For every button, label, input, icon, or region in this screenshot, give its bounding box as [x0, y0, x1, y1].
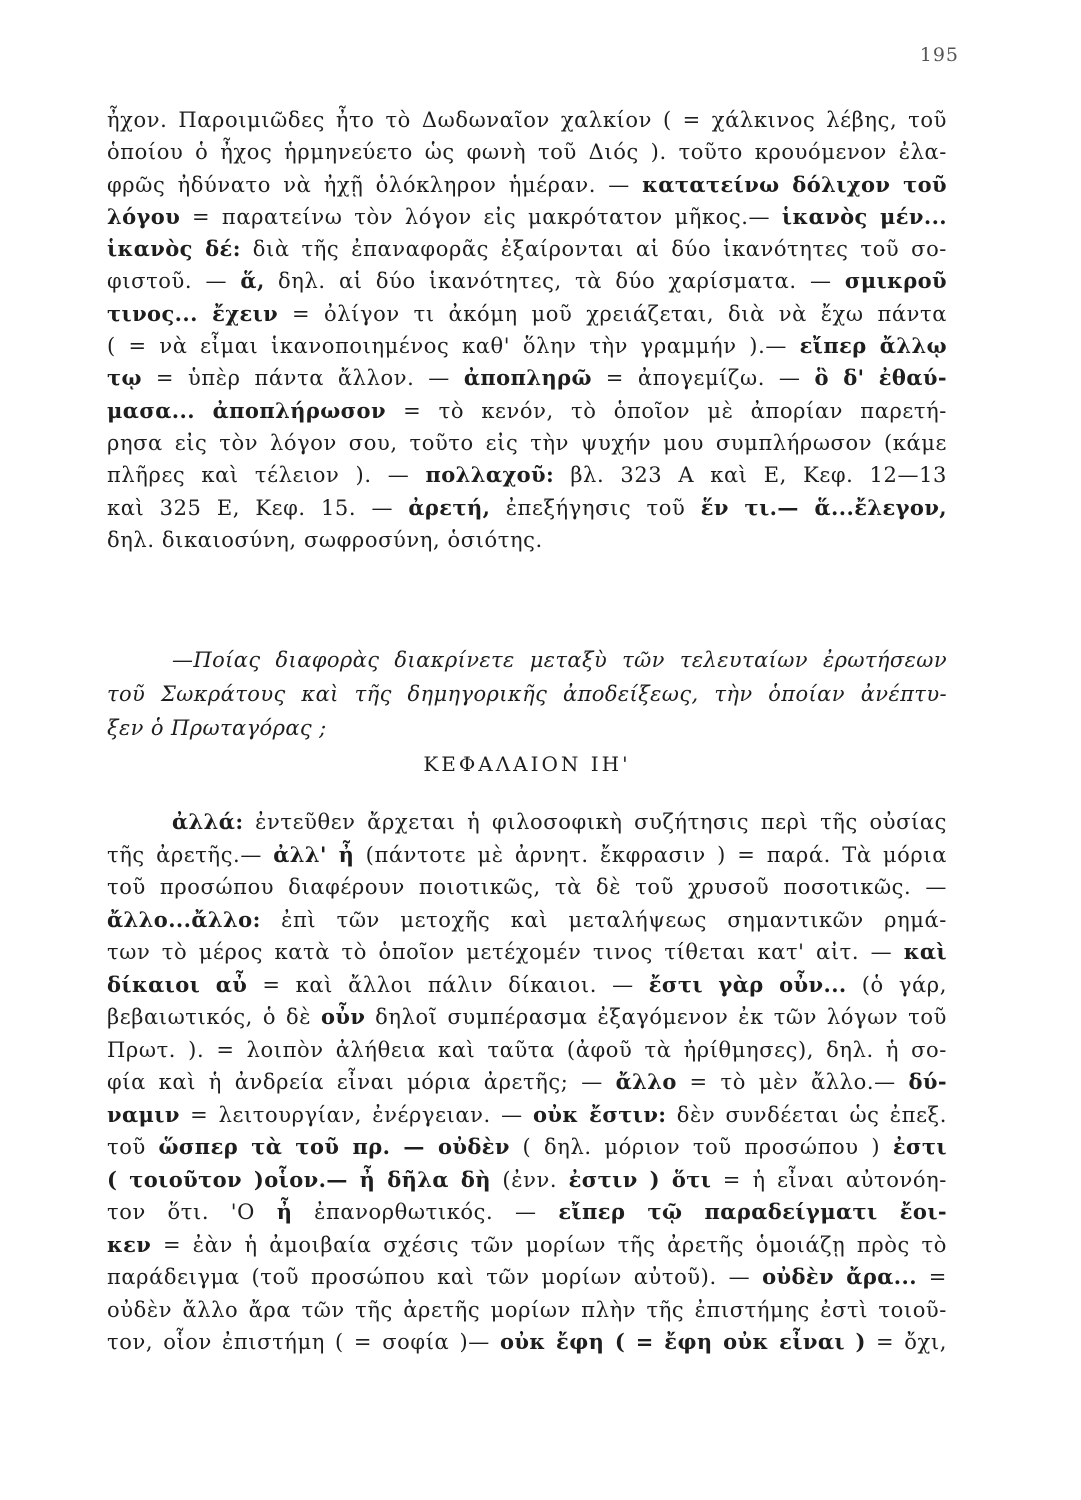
gloss-text: Πρωτ. ). = λοιπὸν ἀλήθεια καὶ ταῦτα (ἀφοῦ τὰ ἠρίθμησες), δηλ. ἡ σο-	[107, 1037, 947, 1062]
text-line	[107, 871, 947, 904]
gloss-text: δηλ. αἱ δύο ἱκανότητες, τὰ δύο χαρίσματα. —	[264, 269, 845, 294]
text-line	[107, 1294, 947, 1327]
lemma-bold: πολλαχοῦ:	[425, 462, 555, 488]
lemma-bold: οὐδὲν ἄρα...	[762, 1264, 917, 1289]
lemma-bold: τινος... ἔχειν	[107, 300, 279, 326]
text-line	[107, 1131, 947, 1164]
gloss-text: βεβαιωτικός, ὁ δὲ	[107, 1005, 321, 1029]
gloss-text: ( δηλ. μόριον τοῦ προσώπου )	[509, 1135, 893, 1159]
lemma-bold: κεν	[107, 1231, 152, 1257]
lemma-bold: ἀρετή,	[408, 494, 491, 520]
text-line	[107, 1066, 947, 1099]
lemma-bold: ἀποπληρῶ	[463, 365, 592, 391]
commentary-paragraph-1	[107, 104, 947, 556]
gloss-text: = παρατείνω τὸν λόγον εἰς μακρότατον μῆκος.—	[180, 204, 782, 229]
lemma-bold: ναμιν	[107, 1101, 180, 1127]
text-line	[107, 330, 947, 362]
text-line	[107, 459, 947, 491]
text-line	[107, 1034, 947, 1067]
lemma-bold: ὥσπερ τὰ τοῦ πρ. — οὐδὲν	[158, 1134, 510, 1159]
gloss-text: = ὄχι,	[865, 1330, 947, 1354]
text-line	[107, 1099, 947, 1132]
lemma-bold: εἴπερ ἄλλῳ	[799, 333, 947, 359]
text-line	[107, 201, 947, 233]
lemma-bold: ( τοιοῦτον )οἷον.— ἦ δῆλα δὴ	[107, 1166, 491, 1192]
lemma-bold: ἦ	[276, 1199, 293, 1224]
question-line: τοῦ Σωκράτους καὶ τῆς δημηγορικῆς ἀποδείξεως, τὴν ὁποίαν ἀνέπτυ-	[107, 682, 947, 706]
gloss-text: τοῦ προσώπου διαφέρουν ποιοτικῶς, τὰ δὲ τοῦ χρυσοῦ ποσοτικῶς. —	[107, 875, 947, 899]
gloss-text: φία καὶ ἡ ἀνδρεία εἶναι μόρια ἀρετῆς; —	[107, 1070, 616, 1094]
text-line	[107, 362, 947, 394]
lemma-bold: ἐστι	[892, 1134, 947, 1159]
lemma-bold: ἄλλο	[615, 1069, 677, 1094]
gloss-text: = ὑπὲρ πάντα ἄλλον. —	[141, 366, 464, 391]
gloss-text: οὐδὲν ἄλλο ἄρα τῶν τῆς ἀρετῆς μορίων πλὴν τῆς ἐπιστήμης ἐστὶ τοιοῦ-	[107, 1297, 947, 1322]
lemma-bold: ἱκανὸς δέ:	[107, 236, 241, 262]
gloss-text: δηλ. δικαιοσύνη, σωφροσύνη, ὁσιότης.	[107, 527, 543, 552]
gloss-text: τον, οἷον ἐπιστήμη ( = σοφία )—	[107, 1330, 500, 1354]
text-line	[107, 395, 947, 427]
gloss-text: (ἐνν.	[490, 1167, 569, 1192]
gloss-text: = τὸ μὲν ἄλλο.—	[676, 1070, 909, 1094]
text-line	[107, 298, 947, 330]
gloss-text: = καὶ ἄλλοι πάλιν δίκαιοι. —	[247, 972, 649, 997]
text-line	[107, 265, 947, 297]
gloss-text: ἐντεῦθεν ἄρχεται ἡ φιλοσοφικὴ συζήτησις περὶ τῆς οὐσίας	[243, 810, 947, 834]
text-line	[107, 839, 947, 872]
gloss-text: (ὁ γάρ,	[846, 972, 947, 997]
text-line	[107, 1261, 947, 1294]
text-line	[107, 1229, 947, 1262]
page-number: 195	[919, 44, 959, 66]
lemma-bold: μασα... ἀποπλήρωσον	[107, 397, 386, 423]
text-line	[107, 1001, 947, 1034]
question-line: ξεν ὁ Πρωταγόρας ;	[107, 716, 327, 740]
lemma-bold: ἀλλ' ἦ	[273, 841, 355, 867]
lemma-bold: ἄλλο...ἄλλο:	[107, 906, 261, 932]
text-line	[107, 1196, 947, 1229]
gloss-text: παράδειγμα (τοῦ προσώπου καὶ τῶν μορίων αὐτοῦ). —	[107, 1265, 763, 1289]
lemma-bold: εἴπερ τῷ παραδείγματι ἔοι-	[558, 1199, 947, 1224]
text-line	[107, 1326, 947, 1359]
question-line: —Ποίας διαφορὰς διακρίνετε μεταξὺ τῶν τελευταίων ἐρωτήσεων	[172, 648, 947, 672]
gloss-text: διὰ τῆς ἐπαναφορᾶς ἐξαίρονται αἱ δύο ἱκανότητες τοῦ σο-	[240, 237, 947, 262]
lemma-bold: κατατείνω δόλιχον τοῦ	[642, 171, 947, 197]
text-line	[107, 136, 947, 168]
text-line	[107, 104, 947, 136]
text-line	[107, 233, 947, 265]
lemma-bold: δίκαιοι αὖ	[107, 971, 248, 997]
text-line	[107, 936, 947, 969]
gloss-text: βλ. 323 Α καὶ Ε, Κεφ. 12—13	[554, 463, 947, 488]
text-line	[107, 1164, 947, 1197]
lemma-bold: ἱκανὸς μέν...	[781, 203, 947, 229]
gloss-text: = τὸ κενόν, τὸ ὁποῖον μὲ ἀπορίαν παρετή-	[385, 398, 947, 423]
text-line	[107, 806, 947, 839]
lemma-bold: σμικροῦ	[844, 268, 947, 294]
gloss-text: =	[916, 1265, 947, 1289]
study-question	[107, 643, 947, 745]
gloss-text: = ἐὰν ἡ ἀμοιβαία σχέσις τῶν μορίων τῆς ἀρετῆς ὁμοιάζῃ πρὸς τὸ	[151, 1232, 947, 1257]
gloss-text: ἐπεξήγησις τοῦ	[490, 495, 701, 520]
lemma-bold: δύ-	[908, 1069, 947, 1094]
lemma-bold: οὐκ ἔστιν:	[532, 1101, 667, 1127]
gloss-text: των τὸ μέρος κατὰ τὸ ὁποῖον μετέχομέν τινος τίθεται κατ' αἰτ. —	[107, 940, 904, 964]
gloss-text: καὶ 325 Ε, Κεφ. 15. —	[107, 495, 409, 520]
lemma-bold: οὐκ ἔφη ( = ἔφη οὐκ εἶναι )	[499, 1329, 866, 1354]
gloss-text: = λειτουργίαν, ἐνέργειαν. —	[179, 1102, 533, 1127]
gloss-text: τοῦ	[107, 1135, 159, 1159]
gloss-text: ἦχον. Παροιμιῶδες ἦτο τὸ Δωδωναῖον χαλκίον ( = χάλκινος λέβης, τοῦ	[107, 108, 947, 132]
gloss-text: ρησα εἰς τὸν λόγον σου, τοῦτο εἰς τὴν ψυχήν μου συμπλήρωσον (κάμε	[107, 430, 947, 455]
gloss-text: ὁποίου ὁ ἦχος ἡρμηνεύετο ὡς φωνὴ τοῦ Διός ). τοῦτο κρουόμενον ἐλα-	[107, 140, 947, 165]
lemma-bold: λόγου	[107, 203, 181, 229]
gloss-text: τον ὅτι. 'Ο	[107, 1200, 277, 1224]
gloss-text: τῆς ἀρετῆς.—	[107, 842, 274, 867]
lemma-bold: ἅ,	[240, 268, 265, 294]
gloss-text: (πάντοτε μὲ ἀρνητ. ἔκφρασιν ) = παρά. Τὰ μόρια	[354, 842, 947, 867]
gloss-text: = ἡ εἶναι αὐτονόη-	[711, 1167, 947, 1192]
lemma-bold: ἀλλά:	[172, 809, 244, 834]
text-line	[107, 169, 947, 201]
gloss-text: ἐπὶ τῶν μετοχῆς καὶ μεταλήψεως σημαντικῶν ρημά-	[260, 907, 947, 932]
gloss-text: = ἀπογεμίζω. —	[591, 366, 815, 391]
gloss-text: = ὀλίγον τι ἀκόμη μοῦ χρειάζεται, διὰ νὰ ἔχω πάντα	[278, 301, 947, 326]
text-line	[107, 969, 947, 1002]
lemma-bold: τῳ	[107, 365, 142, 391]
commentary-paragraph-2	[107, 806, 947, 1359]
gloss-text: δὲν συνδέεται ὡς ἐπεξ.	[666, 1102, 947, 1127]
lemma-bold: ἕν τι.— ἅ...ἔλεγον,	[700, 494, 947, 520]
text-line	[107, 492, 947, 524]
text-line	[107, 524, 947, 556]
lemma-bold: ἔστι γὰρ οὖν...	[648, 971, 847, 997]
gloss-text: πλῆρες καὶ τέλειον ). —	[107, 463, 426, 488]
chapter-heading: ΚΕΦΑΛΑΙΟΝ ΙΗ'	[423, 752, 631, 776]
gloss-text: ἐπανορθωτικός. —	[292, 1200, 559, 1224]
gloss-text: φρῶς ἠδύνατο νὰ ἠχῇ ὁλόκληρον ἡμέραν. —	[107, 172, 643, 197]
lemma-bold: οὖν	[320, 1004, 366, 1029]
text-line	[107, 427, 947, 459]
lemma-bold: ὃ δ' ἐθαύ-	[814, 365, 947, 391]
gloss-text: δηλοῖ συμπέρασμα ἐξαγόμενον ἐκ τῶν λόγων τοῦ	[365, 1005, 947, 1029]
lemma-bold: ἐστιν ) ὅτι	[568, 1166, 712, 1192]
text-line	[107, 904, 947, 937]
gloss-text: φιστοῦ. —	[107, 269, 241, 294]
lemma-bold: καὶ	[903, 939, 947, 964]
gloss-text: ( = νὰ εἶμαι ἱκανοποιημένος καθ' ὅλην τὴν γραμμήν ).—	[107, 334, 800, 359]
